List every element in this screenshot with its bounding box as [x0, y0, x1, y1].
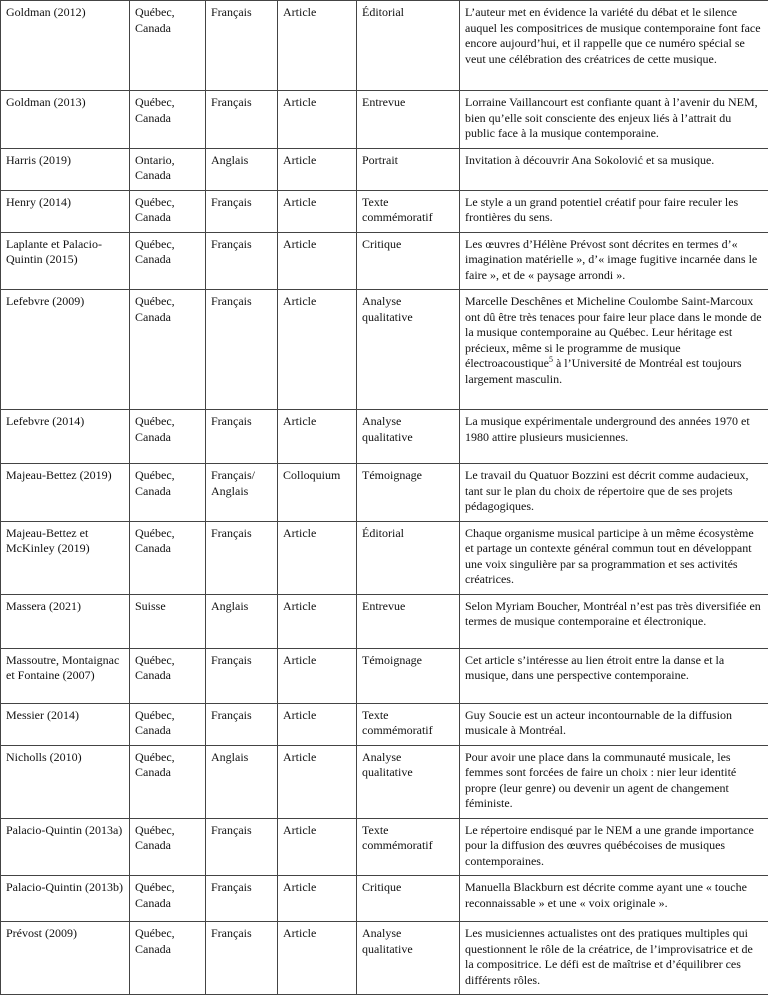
type-cell: Article	[278, 1, 357, 91]
summary-text-tail: à l’Université de Montréal est toujours largement masculin.	[465, 356, 742, 386]
table-row	[1, 594, 768, 648]
category-cell: Analyse qualitative	[357, 922, 460, 995]
reference-cell: Harris (2019)	[1, 148, 130, 190]
reference-cell: Palacio-Quintin (2013a)	[1, 818, 130, 876]
type-cell: Article	[278, 290, 357, 410]
location-cell: Québec, Canada	[130, 1, 206, 91]
location-cell: Québec, Canada	[130, 290, 206, 410]
table-row	[1, 190, 768, 232]
reference-cell: Goldman (2013)	[1, 91, 130, 149]
summary-cell: Selon Myriam Boucher, Montréal n’est pas très diversifiée en termes de musique contemporaine et électronique.	[460, 594, 768, 648]
language-cell: Français	[206, 290, 278, 410]
summary-cell: Pour avoir une place dans la communauté musicale, les femmes sont forcées de faire un choix : nier leur identité propre (leur genre) ou devenir un agent de changement féministe.	[460, 745, 768, 818]
language-cell: Français	[206, 876, 278, 922]
table-row	[1, 703, 768, 745]
location-cell: Suisse	[130, 594, 206, 648]
category-cell: Portrait	[357, 148, 460, 190]
summary-cell: Chaque organisme musical participe à un même écosystème et partage un contexte général commun tout en développant une voix singulière par sa programmation et ses activités créatrices.	[460, 521, 768, 594]
category-cell: Analyse qualitative	[357, 745, 460, 818]
type-cell: Article	[278, 148, 357, 190]
category-cell: Critique	[357, 876, 460, 922]
summary-cell: Les musiciennes actualistes ont des pratiques multiples qui questionnent le rôle de la créatrice, de l’improvisatrice et de la compositrice. Le défi est de maîtrise et d’équilibrer ces différents rôles.	[460, 922, 768, 995]
language-cell: Français/ Anglais	[206, 464, 278, 522]
reference-cell: Massera (2021)	[1, 594, 130, 648]
table-row	[1, 148, 768, 190]
table-row	[1, 1, 768, 91]
table-row	[1, 876, 768, 922]
language-cell: Français	[206, 703, 278, 745]
location-cell: Québec, Canada	[130, 818, 206, 876]
type-cell: Colloquium	[278, 464, 357, 522]
category-cell: Éditorial	[357, 521, 460, 594]
category-cell: Témoignage	[357, 648, 460, 703]
category-cell: Critique	[357, 232, 460, 290]
category-cell: Éditorial	[357, 1, 460, 91]
table-row	[1, 410, 768, 464]
table-row	[1, 521, 768, 594]
language-cell: Anglais	[206, 745, 278, 818]
language-cell: Français	[206, 922, 278, 995]
table-row	[1, 464, 768, 522]
summary-cell: Invitation à découvrir Ana Sokolović et sa musique.	[460, 148, 768, 190]
type-cell: Article	[278, 876, 357, 922]
summary-cell: La musique expérimentale underground des années 1970 et 1980 attire plusieurs musiciennes.	[460, 410, 768, 464]
reference-cell: Lefebvre (2014)	[1, 410, 130, 464]
language-cell: Français	[206, 91, 278, 149]
language-cell: Français	[206, 190, 278, 232]
summary-cell: L’auteur met en évidence la variété du débat et le silence auquel les compositrices de musique contemporaine font face encore aujourd’hui, et il rappelle que ce numéro spécial se veut une célébration des créatrices de cette musique.	[460, 1, 768, 91]
summary-cell: Lorraine Vaillancourt est confiante quant à l’avenir du NEM, bien qu’elle soit consciente des enjeux liés à l’attrait du public face à la musique contemporaine.	[460, 91, 768, 149]
reference-cell: Henry (2014)	[1, 190, 130, 232]
type-cell: Article	[278, 818, 357, 876]
location-cell: Québec, Canada	[130, 745, 206, 818]
location-cell: Québec, Canada	[130, 91, 206, 149]
table-row	[1, 290, 768, 410]
summary-cell: Les œuvres d’Hélène Prévost sont décrites en termes d’« imagination matérielle », d’« image fugitive incarnée dans le faire », et de « paysage arrondi ».	[460, 232, 768, 290]
location-cell: Québec, Canada	[130, 521, 206, 594]
type-cell: Article	[278, 703, 357, 745]
table-body	[1, 1, 768, 995]
category-cell: Entrevue	[357, 594, 460, 648]
location-cell: Québec, Canada	[130, 232, 206, 290]
table-row	[1, 745, 768, 818]
location-cell: Québec, Canada	[130, 922, 206, 995]
language-cell: Français	[206, 521, 278, 594]
type-cell: Article	[278, 745, 357, 818]
category-cell: Entrevue	[357, 91, 460, 149]
location-cell: Québec, Canada	[130, 703, 206, 745]
location-cell: Québec, Canada	[130, 190, 206, 232]
reference-cell: Palacio-Quintin (2013b)	[1, 876, 130, 922]
reference-cell: Majeau-Bettez et McKinley (2019)	[1, 521, 130, 594]
reference-cell: Messier (2014)	[1, 703, 130, 745]
type-cell: Article	[278, 922, 357, 995]
reference-cell: Nicholls (2010)	[1, 745, 130, 818]
summary-cell: Le travail du Quatuor Bozzini est décrit comme audacieux, tant sur le plan du choix de répertoire que de ses projets pédagogiques.	[460, 464, 768, 522]
summary-cell: Manuella Blackburn est décrite comme ayant une « touche reconnaissable » et une « voix originale ».	[460, 876, 768, 922]
summary-cell	[460, 290, 768, 410]
type-cell: Article	[278, 648, 357, 703]
summary-cell: Le répertoire endisqué par le NEM a une grande importance pour la diffusion des œuvres québécoises de musiques contemporaines.	[460, 818, 768, 876]
location-cell: Ontario, Canada	[130, 148, 206, 190]
language-cell: Anglais	[206, 148, 278, 190]
location-cell: Québec, Canada	[130, 648, 206, 703]
type-cell: Article	[278, 594, 357, 648]
table-row	[1, 232, 768, 290]
location-cell: Québec, Canada	[130, 464, 206, 522]
table-row	[1, 91, 768, 149]
table-row	[1, 818, 768, 876]
type-cell: Article	[278, 521, 357, 594]
summary-cell: Guy Soucie est un acteur incontournable de la diffusion musicale à Montréal.	[460, 703, 768, 745]
language-cell: Français	[206, 1, 278, 91]
category-cell: Texte commémoratif	[357, 818, 460, 876]
summary-text: Marcelle Deschênes et Micheline Coulombe Saint-Marcoux ont dû être très tenaces pour faire leur place dans le monde de la musique contemporaine au Québec. Leur héritage est précieux, même si le programme de musique électroacoustique	[465, 294, 762, 370]
type-cell: Article	[278, 232, 357, 290]
category-cell: Texte commémoratif	[357, 190, 460, 232]
reference-cell: Massoutre, Montaignac et Fontaine (2007)	[1, 648, 130, 703]
reference-cell: Prévost (2009)	[1, 922, 130, 995]
location-cell: Québec, Canada	[130, 876, 206, 922]
footnote-marker: 5	[549, 355, 553, 364]
type-cell: Article	[278, 410, 357, 464]
language-cell: Anglais	[206, 594, 278, 648]
reference-cell: Laplante et Palacio-Quintin (2015)	[1, 232, 130, 290]
type-cell: Article	[278, 190, 357, 232]
summary-cell: Le style a un grand potentiel créatif pour faire reculer les frontières du sens.	[460, 190, 768, 232]
reference-cell: Lefebvre (2009)	[1, 290, 130, 410]
reference-cell: Majeau-Bettez (2019)	[1, 464, 130, 522]
table-row	[1, 648, 768, 703]
table-row	[1, 922, 768, 995]
location-cell: Québec, Canada	[130, 410, 206, 464]
category-cell: Texte commémoratif	[357, 703, 460, 745]
category-cell: Analyse qualitative	[357, 410, 460, 464]
language-cell: Français	[206, 410, 278, 464]
summary-cell: Cet article s’intéresse au lien étroit entre la danse et la musique, dans une perspective contemporaine.	[460, 648, 768, 703]
language-cell: Français	[206, 232, 278, 290]
language-cell: Français	[206, 648, 278, 703]
type-cell: Article	[278, 91, 357, 149]
language-cell: Français	[206, 818, 278, 876]
reference-cell: Goldman (2012)	[1, 1, 130, 91]
category-cell: Analyse qualitative	[357, 290, 460, 410]
category-cell: Témoignage	[357, 464, 460, 522]
